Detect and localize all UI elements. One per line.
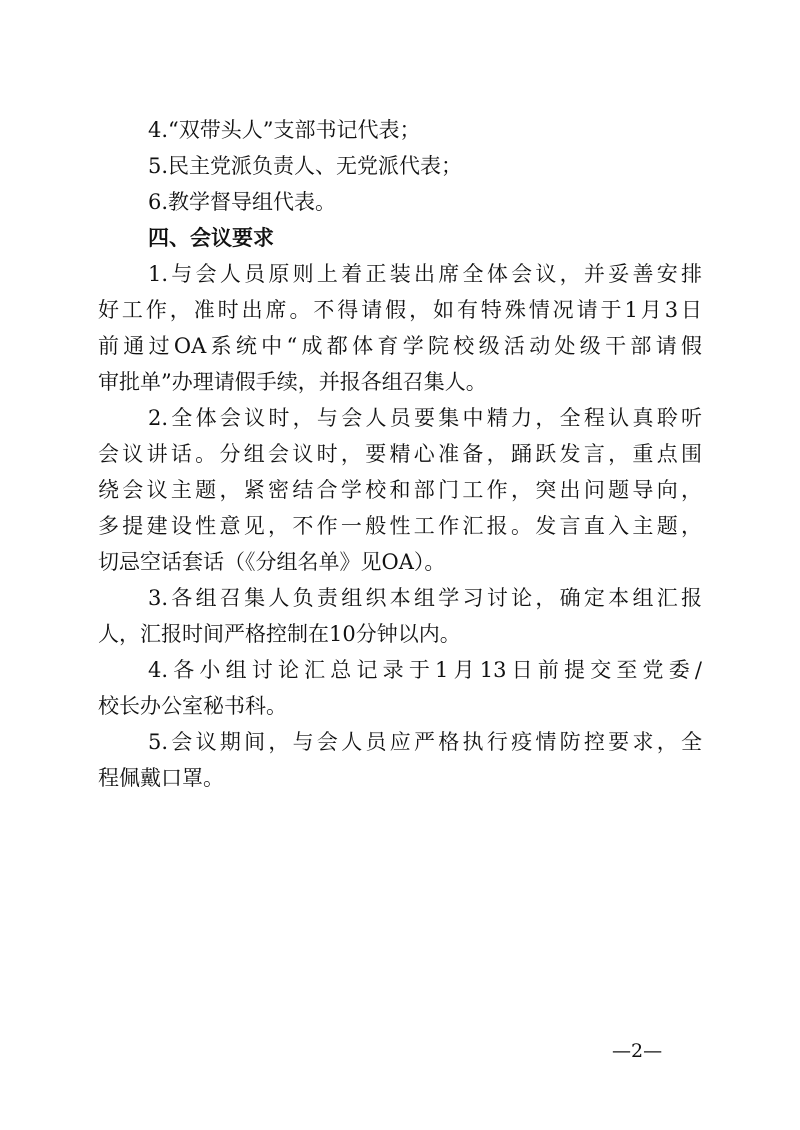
paragraph-line: 4.各小组讨论汇总记录于1月13日前提交至党委/: [148, 658, 702, 682]
paragraph-line: 好工作，准时出席。不得请假，如有特殊情况请于1月3日: [98, 298, 702, 322]
page-number: —2—: [612, 1040, 663, 1062]
paragraph-line: 人，汇报时间严格控制在10分钟以内。: [98, 622, 461, 646]
paragraph-line: 切忌空话套话（《分组名单》见OA）。: [98, 550, 446, 574]
paragraph-line: 绕会议主题，紧密结合学校和部门工作，突出问题导向，: [98, 478, 702, 502]
document-body: [98, 112, 702, 796]
paragraph-line: 程佩戴口罩。: [98, 766, 224, 790]
paragraph-line: 校长办公室秘书科。: [98, 694, 287, 718]
attendee-list: [98, 112, 702, 220]
requirement-paragraph-1: [98, 256, 702, 400]
requirement-paragraph-3: [98, 580, 702, 652]
paragraph-line: 会议讲话。分组会议时，要精心准备，踊跃发言，重点围: [98, 442, 702, 466]
paragraph-line: 审批单”办理请假手续，并报各组召集人。: [98, 370, 487, 394]
requirement-paragraph-4: [98, 652, 702, 724]
paragraph-line: 3.各组召集人负责组织本组学习讨论，确定本组汇报: [148, 586, 702, 610]
requirement-paragraph-5: [98, 724, 702, 796]
list-item: 5.民主党派负责人、无党派代表；: [148, 154, 463, 178]
paragraph-line: 多提建设性意见，不作一般性工作汇报。发言直入主题，: [98, 514, 702, 538]
paragraph-line: 1.与会人员原则上着正装出席全体会议，并妥善安排: [148, 262, 702, 286]
section-heading: 四、会议要求: [148, 226, 274, 250]
paragraph-line: 前通过OA系统中“成都体育学院校级活动处级干部请假: [98, 334, 702, 358]
requirement-paragraph-2: [98, 400, 702, 580]
list-item: 6.教学督导组代表。: [148, 190, 337, 214]
paragraph-line: 5.会议期间，与会人员应严格执行疫情防控要求，全: [148, 730, 702, 754]
list-item: 4.“双带头人”支部书记代表；: [148, 118, 421, 142]
paragraph-line: 2.全体会议时，与会人员要集中精力，全程认真聆听: [148, 406, 702, 430]
